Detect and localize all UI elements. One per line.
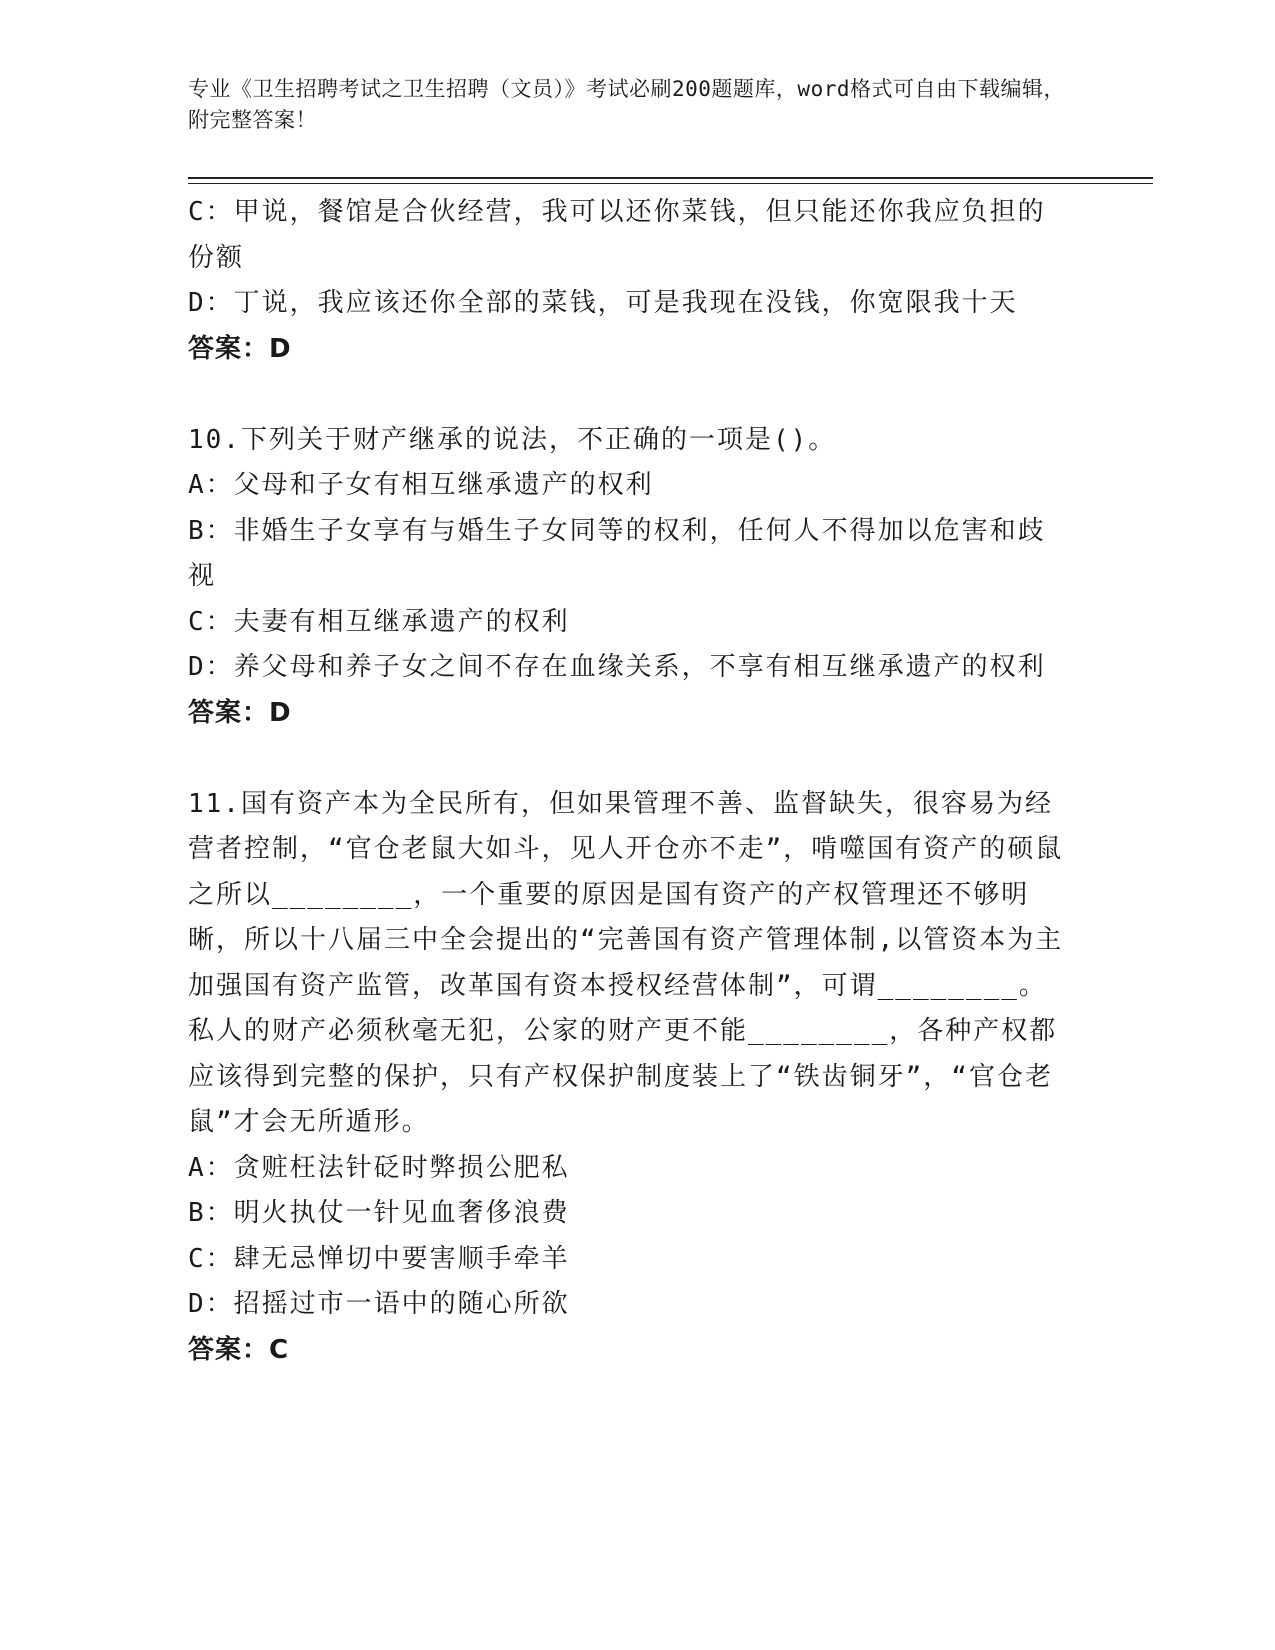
prev-option-d: D：丁说，我应该还你全部的菜钱，可是我现在没钱，你宽限我十天 [188, 288, 1018, 318]
q10-option-b-line1: B：非婚生子女享有与婚生子女同等的权利，任何人不得加以危害和歧 [188, 515, 1046, 546]
header-divider-thin [188, 183, 1153, 184]
q11-option-c: C：肆无忌惮切中要害顺手牵羊 [188, 1243, 570, 1274]
q11-option-d: D：招摇过市一语中的随心所欲 [188, 1289, 570, 1319]
spacer [188, 736, 1088, 782]
document-body [188, 190, 1088, 1373]
prev-answer: 答案：D [188, 333, 292, 364]
header-title: 专业《卫生招聘考试之卫生招聘（文员）》考试必刷200题题库，word格式可自由下载编辑，附完整答案！ [188, 77, 1065, 132]
q10-stem: 10.下列关于财产继承的说法，不正确的一项是()。 [188, 424, 837, 455]
prev-option-c-line1: C：甲说，餐馆是合伙经营，我可以还你菜钱，但只能还你我应负担的 [188, 197, 1046, 227]
q10-option-b-line2: 视 [188, 561, 217, 591]
q10-answer: 答案：D [188, 697, 292, 728]
q11-option-b: B：明火执仗一针见血奢侈浪费 [188, 1198, 570, 1228]
document-header [188, 74, 1068, 136]
q10-option-a: A：父母和子女有相互继承遗产的权利 [188, 470, 654, 500]
header-divider-thick [188, 177, 1153, 179]
q11-stem: 11.国有资产本为全民所有，但如果管理不善、监督缺失，很容易为经营者控制，“官仓老鼠大如斗，见人开仓亦不走”，啃噬国有资产的硕鼠之所以________，一个重要的原因是国有资产的产权管理还不够明晰，所以十八届三中全会提出的“完善国有资产管理体制,以管资本为主加强国有资产监管，改革国有资本授权经营体制”，可谓________。私人的财产必须秋毫无犯，公家的财产更不能________，各种产权都应该得到完整的保护，只有产权保护制度装上了“铁齿铜牙”，“官仓老鼠”才会无所遁形。 [188, 788, 1064, 1137]
q10-option-c: C：夫妻有相互继承遗产的权利 [188, 606, 570, 637]
q11-answer: 答案：C [188, 1334, 290, 1365]
spacer [188, 372, 1088, 418]
q11-option-a: A：贪赃枉法针砭时弊损公肥私 [188, 1152, 570, 1183]
q10-option-d: D：养父母和养子女之间不存在血缘关系，不享有相互继承遗产的权利 [188, 652, 1046, 682]
prev-option-c-line2: 份额 [188, 242, 245, 273]
